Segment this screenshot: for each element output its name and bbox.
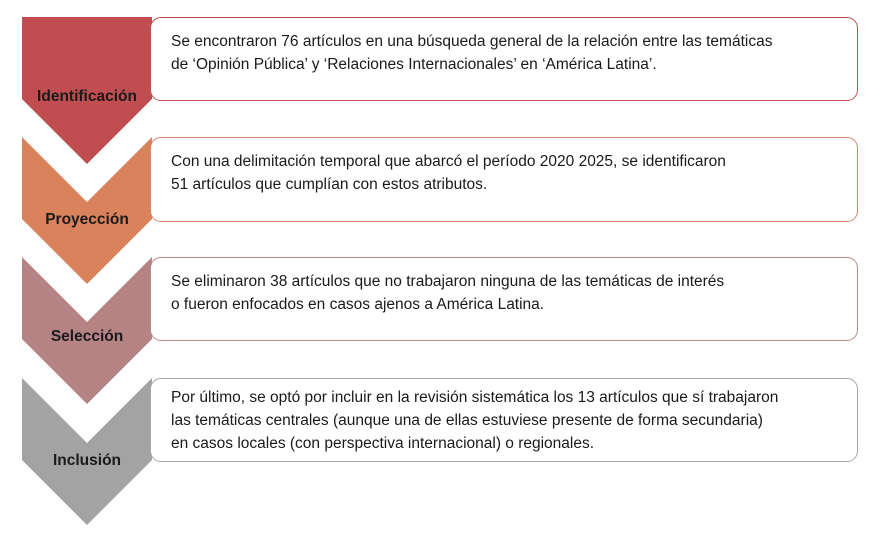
stage-box-proyeccion: [150, 137, 858, 222]
stage-text-line: las temáticas centrales (aunque una de ellas estuviese presente de forma secundaria): [171, 412, 763, 429]
stage-text-line: en casos locales (con perspectiva internacional) o regionales.: [171, 435, 595, 452]
stage-label-seleccion: Selección: [50, 328, 124, 345]
stage-text-line: Por último, se optó por incluir en la revisión sistemática los 13 artículos que sí trabajaron: [171, 389, 779, 406]
stage-label-proyeccion: Proyección: [45, 211, 129, 228]
stage-box-inclusion: [150, 378, 858, 462]
stage-label-identificacion: Identificación: [37, 88, 137, 105]
stage-text-line: de ‘Opinión Pública’ y ‘Relaciones Internacionales’ en ‘América Latina’.: [171, 56, 657, 73]
stage-text-line: Con una delimitación temporal que abarcó el período 2020 2025, se identificaron: [171, 153, 726, 170]
stage-text-line: 51 artículos que cumplían con estos atributos.: [171, 176, 488, 193]
stage-box-seleccion: [150, 257, 858, 341]
stage-text-line: o fueron enfocados en casos ajenos a América Latina.: [171, 296, 545, 313]
stage-text-line: Se eliminaron 38 artículos que no trabajaron ninguna de las temáticas de interés: [171, 273, 725, 290]
stage-box-identificacion: [150, 17, 858, 101]
stage-text-line: Se encontraron 76 artículos en una búsqueda general de la relación entre las temáticas: [171, 33, 773, 50]
stage-label-inclusion: Inclusión: [52, 452, 122, 469]
